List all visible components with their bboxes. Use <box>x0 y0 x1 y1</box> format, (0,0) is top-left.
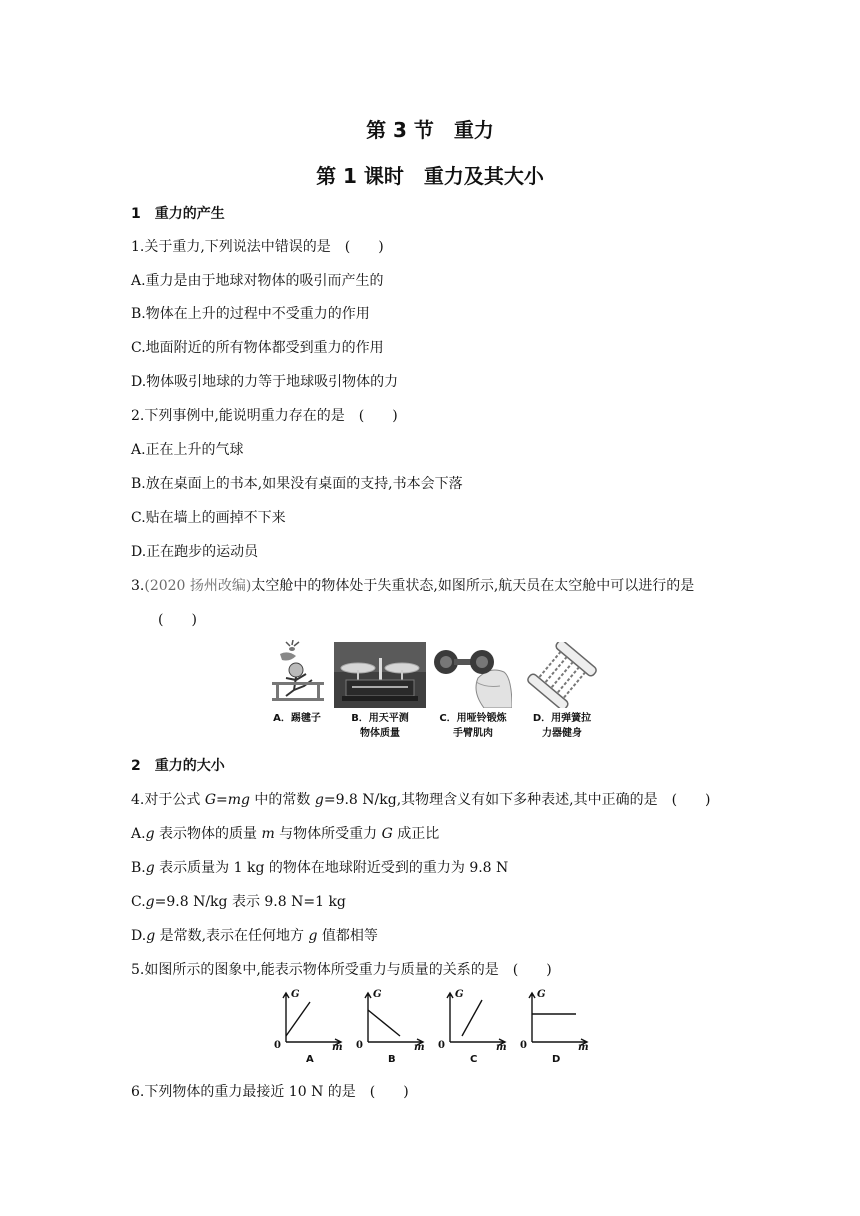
origin-label: 0 <box>274 1040 281 1051</box>
x-axis-label: m <box>578 1042 589 1053</box>
question-4-option-b <box>131 857 508 877</box>
graph-label: D <box>552 1054 561 1065</box>
question-4-option-a <box>131 823 439 843</box>
q4a-symbol-m: m <box>261 826 275 842</box>
question-2-option-a: A.正在上升的气球 <box>131 442 244 458</box>
question-1-option-b: B.物体在上升的过程中不受重力的作用 <box>131 306 370 322</box>
q4b-text: 表示质量为 1 kg 的物体在地球附近受到的重力为 9.8 N <box>154 860 509 876</box>
y-axis-label: G <box>373 989 382 1000</box>
question-2-option-c: C.贴在墙上的画掉不下来 <box>131 510 286 526</box>
q4b-symbol-g: g <box>145 860 155 876</box>
graph-d <box>518 988 590 1068</box>
q4-symbol-g: g <box>314 792 324 808</box>
question-1-option-a: A.重力是由于地球对物体的吸引而产生的 <box>131 273 384 289</box>
q4a-symbol-G: G <box>381 826 393 842</box>
question-2-option-b: B.放在桌面上的书本,如果没有桌面的支持,书本会下落 <box>131 476 463 492</box>
question-1-option-d: D.物体吸引地球的力等于地球吸引物体的力 <box>131 374 399 390</box>
q4a-text-2: 与物体所受重力 <box>274 826 382 842</box>
origin-label: 0 <box>520 1040 527 1051</box>
q4d-text-1: 是常数,表示在任何地方 <box>155 928 309 944</box>
origin-label: 0 <box>438 1040 445 1051</box>
question-6-stem: 6.下列物体的重力最接近 10 N 的是 ( ) <box>131 1084 409 1100</box>
graph-line <box>368 1010 400 1036</box>
q4a-text-1: 表示物体的质量 <box>154 826 262 842</box>
q4d-symbol-g: g <box>146 928 156 944</box>
graph-c <box>436 988 508 1068</box>
question-3-stem <box>131 575 694 595</box>
origin-label: 0 <box>356 1040 363 1051</box>
q4-text-3: =9.8 N/kg,其物理含义有如下多种表述,其中正确的是 ( ) <box>323 792 711 808</box>
dumbbell-image <box>432 642 512 708</box>
spring-expander-image <box>524 642 600 708</box>
graph-line <box>462 1000 482 1036</box>
q4a-text-3: 成正比 <box>392 826 440 842</box>
q4d-symbol-g2: g <box>308 928 318 944</box>
figure-caption-c: C．用哑铃锻炼 手臂肌肉 <box>439 713 507 739</box>
question-4-option-c <box>131 891 346 911</box>
q4-formula: G=mg <box>204 792 250 808</box>
graph-label: C <box>470 1054 478 1065</box>
graph-line <box>286 1002 310 1036</box>
x-axis-label: m <box>496 1042 507 1053</box>
question-5-stem: 5.如图所示的图象中,能表示物体所受重力与质量的关系的是 ( ) <box>131 962 552 978</box>
question-3-figure <box>262 640 602 745</box>
question-1-option-c: C.地面附近的所有物体都受到重力的作用 <box>131 340 384 356</box>
section-heading-2: 2 重力的大小 <box>131 758 225 774</box>
y-axis-arrow <box>283 993 289 1042</box>
balance-scale-image <box>334 642 426 708</box>
y-axis-label: G <box>455 989 464 1000</box>
q4c-symbol-g: g <box>145 894 155 910</box>
y-axis-label: G <box>291 989 300 1000</box>
question-2-option-d: D.正在跑步的运动员 <box>131 544 259 560</box>
q4d-label: D. <box>131 928 147 944</box>
question-4-option-d <box>131 925 378 945</box>
q4d-text-2: 值都相等 <box>317 928 378 944</box>
figure-caption-d: D．用弹簧拉 力器健身 <box>532 713 592 739</box>
x-axis-label: m <box>414 1042 425 1053</box>
y-axis-label: G <box>537 989 546 1000</box>
y-axis-arrow <box>447 993 453 1042</box>
question-1-stem: 1.关于重力,下列说法中错误的是 ( ) <box>131 239 384 255</box>
x-axis-label: m <box>332 1042 343 1053</box>
q4-text-2: 中的常数 <box>249 792 315 808</box>
question-3-source: (2020 扬州改编) <box>144 578 252 594</box>
question-5-graphs <box>272 988 592 1068</box>
figure-caption-a: A．踢毽子 <box>273 713 321 724</box>
question-2-stem: 2.下列事例中,能说明重力存在的是 ( ) <box>131 408 398 424</box>
y-axis-arrow <box>365 993 371 1042</box>
shuttlecock-kick-image <box>262 640 332 708</box>
q4c-text: =9.8 N/kg 表示 9.8 N=1 kg <box>154 894 346 910</box>
lesson-title: 第 1 课时 重力及其大小 <box>316 164 544 188</box>
graph-a <box>272 988 344 1068</box>
q4b-label: B. <box>131 860 146 876</box>
y-axis-arrow <box>529 993 535 1042</box>
chapter-title: 第 3 节 重力 <box>366 118 494 142</box>
q4c-label: C. <box>131 894 146 910</box>
question-3-blank: ( ) <box>158 612 197 628</box>
graph-label: B <box>388 1054 396 1065</box>
section-heading-1: 1 重力的产生 <box>131 206 225 222</box>
graph-label: A <box>306 1054 314 1065</box>
question-3-text: 太空舱中的物体处于失重状态,如图所示,航天员在太空舱中可以进行的是 <box>251 578 695 594</box>
question-3-number: 3. <box>131 578 145 594</box>
q4-text-1: 4.对于公式 <box>131 792 205 808</box>
q4a-symbol-g: g <box>145 826 155 842</box>
figure-caption-b: B．用天平测 物体质量 <box>351 713 409 739</box>
q4a-label: A. <box>131 826 146 842</box>
graph-b <box>354 988 426 1068</box>
question-4-stem <box>131 789 711 809</box>
